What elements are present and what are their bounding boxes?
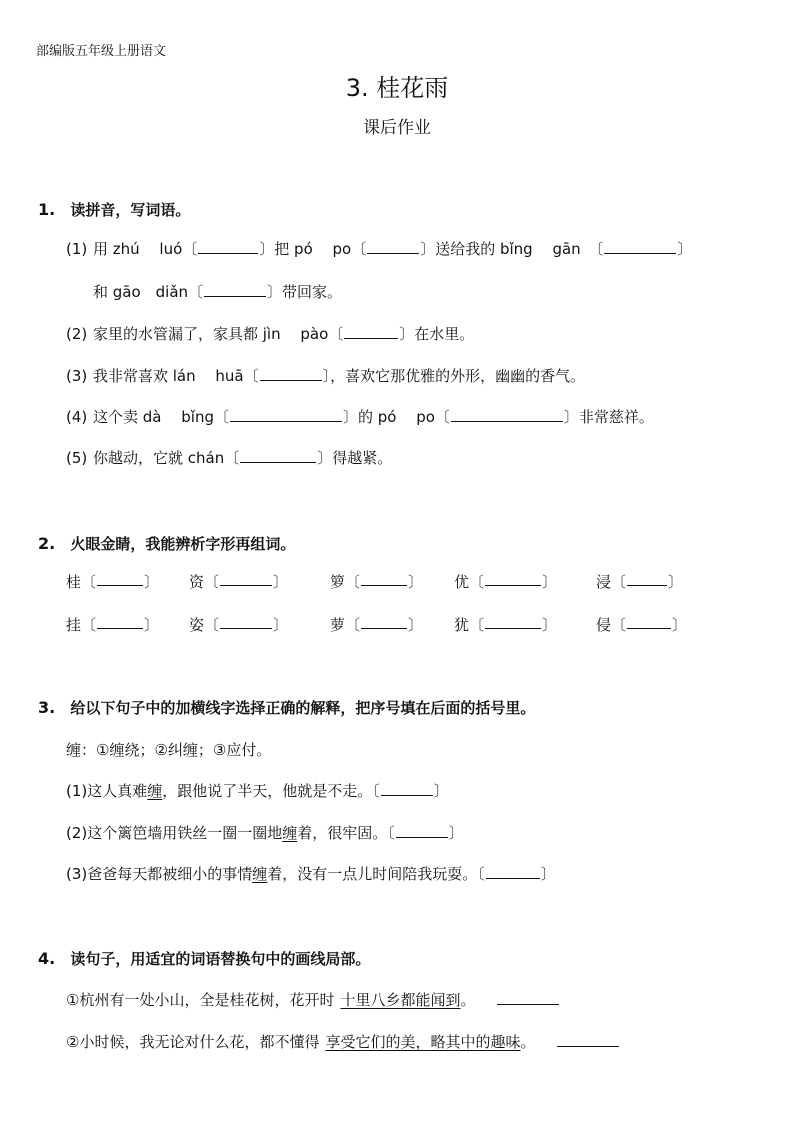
question-text: 〕 xyxy=(448,824,464,842)
bracket-close: 〕 xyxy=(273,573,289,591)
char-item xyxy=(330,614,454,635)
s1-question-5 xyxy=(66,447,392,468)
bracket-close: 〕 xyxy=(672,616,688,634)
char-item xyxy=(454,614,596,635)
answer-blank[interactable] xyxy=(230,407,342,422)
answer-blank[interactable] xyxy=(486,864,540,879)
character: 优 xyxy=(454,573,470,591)
question-text: 〕送给我的 bǐng gān 〔 xyxy=(420,240,604,258)
answer-blank[interactable] xyxy=(367,239,419,254)
answer-blank[interactable] xyxy=(97,571,143,586)
answer-blank[interactable] xyxy=(627,571,667,586)
answer-blank[interactable] xyxy=(260,366,322,381)
answer-blank[interactable] xyxy=(240,448,316,463)
question-text: 你越动，它就 chán〔 xyxy=(93,449,240,467)
section-title: 火眼金睛，我能辨析字形再组词。 xyxy=(70,535,296,553)
question-text: ②小时候，我无论对什么花，都不懂得 xyxy=(66,1033,320,1051)
question-text: 〕得越紧。 xyxy=(317,449,393,467)
underlined-char: 缠 xyxy=(147,782,163,800)
question-text: ①杭州有一处小山，全是桂花树，花开时 xyxy=(66,991,335,1009)
question-text: ，跟他说了半天，他就是不走。〔 xyxy=(162,782,380,800)
bracket-open: 〔 xyxy=(611,616,627,634)
s1-question-4 xyxy=(66,406,654,427)
answer-blank[interactable] xyxy=(396,823,448,838)
char-row-1 xyxy=(66,571,683,592)
section-1-heading xyxy=(38,199,190,220)
section-number: 2. xyxy=(38,534,56,553)
char-item xyxy=(596,571,683,592)
character: 犹 xyxy=(454,616,470,634)
char-item xyxy=(66,614,189,635)
bracket-open: 〔 xyxy=(469,616,485,634)
section-title: 给以下句子中的加横线字选择正确的解释，把序号填在后面的括号里。 xyxy=(70,699,536,717)
answer-blank[interactable] xyxy=(198,239,258,254)
s3-question-1 xyxy=(66,780,449,801)
s1-question-1 xyxy=(66,238,692,259)
question-text: 和 gāo diǎn〔 xyxy=(93,283,204,301)
bracket-close: 〕 xyxy=(144,573,160,591)
bracket-close: 〕 xyxy=(408,616,424,634)
answer-blank[interactable] xyxy=(381,781,433,796)
bracket-open: 〔 xyxy=(469,573,485,591)
underlined-phrase: 享受它们的美，略其中的趣味 xyxy=(325,1033,521,1051)
answer-line[interactable] xyxy=(557,1032,619,1047)
question-text: 用 zhú luó〔 xyxy=(93,240,198,258)
answer-blank[interactable] xyxy=(204,282,266,297)
s1-question-3 xyxy=(66,365,585,386)
bracket-close: 〕 xyxy=(144,616,160,634)
question-text: 这个卖 dà bǐng〔 xyxy=(93,408,229,426)
question-text: (3)爸爸每天都被细小的事情 xyxy=(66,865,253,883)
s3-definitions xyxy=(66,739,271,760)
page-title: 3. 桂花雨 xyxy=(345,74,449,102)
bracket-open: 〔 xyxy=(345,616,361,634)
s4-question-1 xyxy=(66,989,559,1010)
character: 浸 xyxy=(596,573,612,591)
question-text: 〕 xyxy=(433,782,449,800)
bracket-close: 〕 xyxy=(273,616,289,634)
question-text: 〕在水里。 xyxy=(399,325,475,343)
character: 资 xyxy=(189,573,205,591)
char-item xyxy=(189,571,330,592)
underlined-char: 缠 xyxy=(282,824,298,842)
section-title: 读拼音，写词语。 xyxy=(70,201,191,219)
question-text: (2)这个篱笆墙用铁丝一圈一圈地 xyxy=(66,824,283,842)
answer-blank[interactable] xyxy=(344,324,398,339)
question-text: 〕把 pó po〔 xyxy=(259,240,367,258)
question-text: 着，很牢固。〔 xyxy=(297,824,395,842)
bracket-close: 〕 xyxy=(408,573,424,591)
definition-text: 缠：①缠绕；②纠缠；③应付。 xyxy=(66,741,272,759)
question-text: 着，没有一点儿时间陪我玩耍。〔 xyxy=(267,865,485,883)
s3-question-3 xyxy=(66,863,556,884)
bracket-open: 〔 xyxy=(81,616,97,634)
question-index: (3) xyxy=(66,367,88,385)
char-item xyxy=(189,614,330,635)
answer-blank[interactable] xyxy=(220,571,272,586)
question-index: (2) xyxy=(66,325,88,343)
question-text: 〕，喜欢它那优雅的外形，幽幽的香气。 xyxy=(322,367,586,385)
char-item xyxy=(330,571,454,592)
question-text: 。 xyxy=(460,991,476,1009)
page-subtitle: 课后作业 xyxy=(363,118,431,138)
s1-question-2 xyxy=(66,323,474,344)
char-row-2 xyxy=(66,614,687,635)
question-text: 〕带回家。 xyxy=(267,283,343,301)
question-index: (5) xyxy=(66,449,88,467)
char-item xyxy=(454,571,596,592)
character: 萝 xyxy=(330,616,346,634)
answer-line[interactable] xyxy=(497,990,559,1005)
answer-blank[interactable] xyxy=(485,614,541,629)
section-title: 读句子，用适宜的词语替换句中的画线局部。 xyxy=(70,950,371,968)
answer-blank[interactable] xyxy=(451,407,563,422)
answer-blank[interactable] xyxy=(604,239,676,254)
question-text: (1)这人真难 xyxy=(66,782,148,800)
character: 侵 xyxy=(596,616,612,634)
question-text: 家里的水管漏了，家具都 jìn pào〔 xyxy=(93,325,344,343)
bracket-open: 〔 xyxy=(611,573,627,591)
question-text: 〕非常慈祥。 xyxy=(563,408,654,426)
bracket-close: 〕 xyxy=(668,573,684,591)
section-number: 3. xyxy=(38,698,56,717)
section-number: 4. xyxy=(38,949,56,968)
char-item xyxy=(596,614,687,635)
char-item xyxy=(66,571,189,592)
question-text: 〕 xyxy=(540,865,556,883)
answer-blank[interactable] xyxy=(361,614,407,629)
question-text: 〕的 pó po〔 xyxy=(342,408,450,426)
character: 挂 xyxy=(66,616,82,634)
bracket-close: 〕 xyxy=(542,573,558,591)
answer-blank[interactable] xyxy=(627,614,671,629)
underlined-phrase: 十里八乡都能闻到 xyxy=(340,991,461,1009)
question-index: (4) xyxy=(66,408,88,426)
s4-question-2 xyxy=(66,1031,619,1052)
character: 箩 xyxy=(330,573,346,591)
character: 桂 xyxy=(66,573,82,591)
section-number: 1. xyxy=(38,200,56,219)
question-text: 我非常喜欢 lán huā〔 xyxy=(93,367,259,385)
character: 姿 xyxy=(189,616,205,634)
bracket-open: 〔 xyxy=(204,573,220,591)
s1-question-1-cont xyxy=(93,281,342,302)
bracket-open: 〔 xyxy=(81,573,97,591)
bracket-close: 〕 xyxy=(542,616,558,634)
question-text: 。 xyxy=(520,1033,536,1051)
underlined-char: 缠 xyxy=(252,865,268,883)
section-3-heading xyxy=(38,697,535,718)
header-note: 部编版五年级上册语文 xyxy=(36,44,167,59)
question-index: (1) xyxy=(66,240,88,258)
section-4-heading xyxy=(38,948,370,969)
answer-blank[interactable] xyxy=(485,571,541,586)
answer-blank[interactable] xyxy=(361,571,407,586)
bracket-open: 〔 xyxy=(204,616,220,634)
question-text: 〕 xyxy=(677,240,693,258)
answer-blank[interactable] xyxy=(220,614,272,629)
section-2-heading xyxy=(38,533,295,554)
answer-blank[interactable] xyxy=(97,614,143,629)
s3-question-2 xyxy=(66,822,464,843)
bracket-open: 〔 xyxy=(345,573,361,591)
